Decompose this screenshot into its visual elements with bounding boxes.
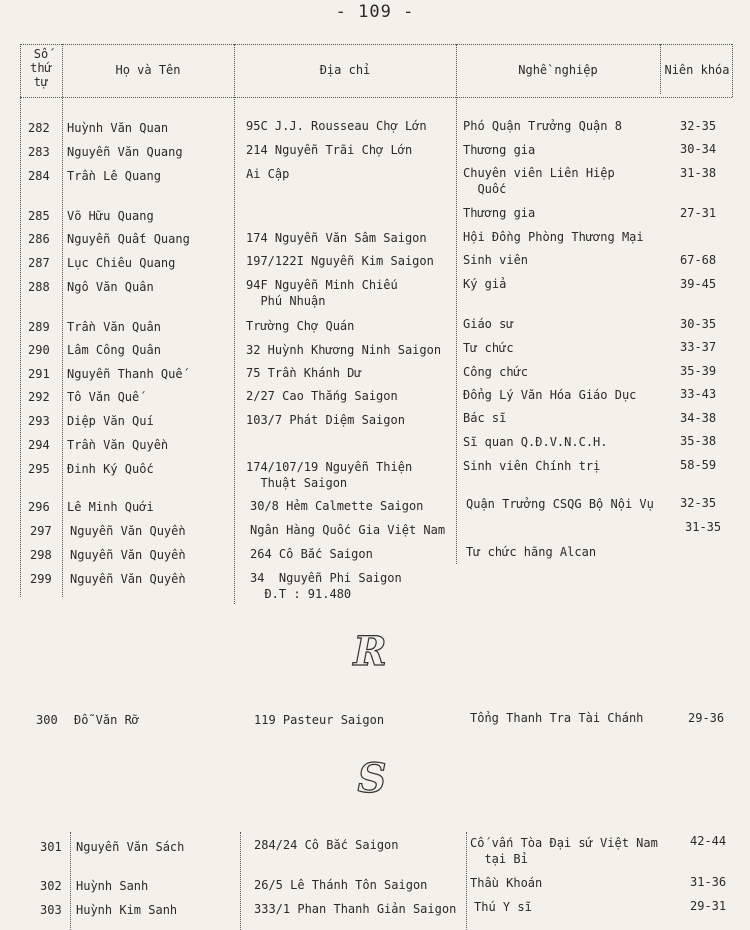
row-name: Huỳnh Kim Sanh — [76, 903, 178, 917]
row-address: 103/7 Phát Diệm Saigon — [246, 413, 405, 427]
row-name: Trần Lê Quang — [67, 169, 161, 183]
row-number: 286 — [28, 232, 50, 246]
row-number: 302 — [40, 879, 62, 893]
row-name: Nguyễn Văn Sách — [76, 840, 185, 854]
col-line-left — [20, 44, 21, 597]
col-line-1-s3 — [70, 832, 71, 930]
row-number: 298 — [30, 548, 52, 562]
row-occupation: Tư chức — [463, 341, 514, 355]
row-occupation: Thú Y sĩ — [474, 900, 532, 914]
row-occupation: Thương gia — [463, 206, 536, 220]
row-number: 291 — [28, 367, 50, 381]
col-line-3 — [456, 44, 457, 564]
row-occupation: Sĩ quan Q.Đ.V.N.C.H. — [463, 435, 608, 449]
row-name: Lê Minh Quới — [67, 500, 154, 514]
section-letter-s: S — [357, 755, 387, 802]
row-address: 30/8 Hẻm Calmette Saigon — [250, 499, 424, 513]
row-number: 294 — [28, 438, 50, 452]
row-name: Nguyễn Văn Quyền — [70, 572, 186, 586]
row-occupation: Sinh viên Chính trị — [463, 459, 601, 473]
row-name: Tô Văn Quế — [67, 390, 140, 404]
header-occupation: Nghề nghiệp — [518, 63, 598, 77]
row-address: 333/1 Phan Thanh Giản Saigon — [254, 902, 457, 916]
row-name: Trần Văn Quyền — [67, 438, 169, 452]
row-name: Lục Chiêu Quang — [67, 256, 176, 270]
row-name: Ngô Văn Quân — [67, 280, 154, 294]
row-name: Võ Hữu Quang — [67, 209, 154, 223]
row-address: 2/27 Cao Thắng Saigon — [246, 389, 398, 403]
row-years: 31-38 — [680, 166, 717, 180]
row-occupation: Cố vấn Tòa Đại sứ Việt Nam tại Bỉ — [470, 836, 658, 866]
row-occupation: Ký giả — [463, 277, 507, 291]
row-years: 34-38 — [680, 411, 717, 425]
row-number: 283 — [28, 145, 50, 159]
row-years: 67-68 — [680, 253, 717, 267]
header-class-year: Niên khóa — [664, 63, 730, 77]
row-name: Nguyễn Văn Quang — [67, 145, 183, 159]
row-number: 284 — [28, 169, 50, 183]
row-occupation: Công chức — [463, 365, 529, 379]
row-name: Nguyễn Quất Quang — [67, 232, 190, 246]
row-name: Trần Văn Quân — [67, 320, 161, 334]
row-address: Ngân Hàng Quốc Gia Việt Nam — [250, 523, 446, 537]
row-number: 289 — [28, 320, 50, 334]
row-number: 285 — [28, 209, 50, 223]
page-number: - 109 - — [335, 2, 415, 22]
row-address: Trường Chợ Quán — [246, 319, 355, 333]
row-occupation: Đổng Lý Văn Hóa Giáo Dục — [463, 388, 637, 402]
row-address: 174/107/19 Nguyễn Thiện Thuật Saigon — [246, 460, 413, 490]
row-name: Nguyễn Văn Quyền — [70, 524, 186, 538]
row-years: 33-43 — [680, 387, 717, 401]
row-number: 300 — [36, 713, 58, 727]
row-years: 30-35 — [680, 317, 717, 331]
row-years: 35-38 — [680, 434, 717, 448]
row-address: 214 Nguyễn Trãi Chợ Lớn — [246, 143, 413, 157]
row-address: 197/122I Nguyễn Kim Saigon — [246, 254, 434, 268]
row-occupation: Tổng Thanh Tra Tài Chánh — [470, 711, 644, 725]
row-years: 29-36 — [688, 711, 725, 725]
row-address: 34 Nguyễn Phi Saigon Đ.T : 91.480 — [250, 571, 402, 601]
row-years: 58-59 — [680, 458, 717, 472]
header-address: Địa chỉ — [319, 63, 371, 77]
row-occupation: Phó Quận Trưởng Quận 8 — [463, 119, 622, 133]
row-occupation: Sinh viên — [463, 253, 529, 267]
row-address: 94F Nguyễn Minh Chiếu Phú Nhuận — [246, 278, 398, 308]
row-name: Đinh Ký Quốc — [67, 462, 154, 476]
row-occupation: Chuyên viên Liên Hiệp Quốc — [463, 166, 615, 196]
col-line-2 — [234, 44, 235, 604]
row-number: 303 — [40, 903, 62, 917]
row-number: 299 — [30, 572, 52, 586]
header-bottom-line — [20, 97, 732, 98]
row-name: Huỳnh Sanh — [76, 879, 149, 893]
row-number: 290 — [28, 343, 50, 357]
row-years: 29-31 — [690, 899, 727, 913]
row-name: Nguyễn Thanh Quế — [67, 367, 183, 381]
row-occupation: Hội Đồng Phòng Thương Mại — [463, 230, 644, 244]
row-occupation: Bác sĩ — [463, 411, 507, 425]
row-occupation: Thương gia — [463, 143, 536, 157]
row-years: 32-35 — [680, 119, 717, 133]
row-address: 26/5 Lê Thánh Tôn Saigon — [254, 878, 428, 892]
row-number: 295 — [28, 462, 50, 476]
row-occupation: Thầu Khoán — [470, 876, 543, 890]
col-line-right — [732, 44, 733, 97]
row-address: 264 Cô Bắc Saigon — [250, 547, 373, 561]
table-top-line — [20, 44, 732, 45]
row-name: Đỗ Văn Rỡ — [74, 713, 140, 727]
row-address: 32 Huỳnh Khương Ninh Saigon — [246, 343, 442, 357]
row-name: Nguyễn Văn Quyền — [70, 548, 186, 562]
row-address: 119 Pasteur Saigon — [254, 713, 385, 727]
row-name: Diệp Văn Quí — [67, 414, 154, 428]
row-number: 292 — [28, 390, 50, 404]
row-name: Lâm Công Quân — [67, 343, 161, 357]
row-years: 31-35 — [685, 520, 722, 534]
row-years: 39-45 — [680, 277, 717, 291]
col-line-3-s3 — [466, 832, 467, 930]
row-number: 296 — [28, 500, 50, 514]
row-number: 301 — [40, 840, 62, 854]
row-address: 284/24 Cô Bắc Saigon — [254, 838, 399, 852]
header-number: Số thứ tự — [30, 47, 52, 89]
row-years: 27-31 — [680, 206, 717, 220]
row-years: 31-36 — [690, 875, 727, 889]
row-number: 297 — [30, 524, 52, 538]
row-years: 42-44 — [690, 834, 727, 848]
row-address: Ai Cập — [246, 167, 290, 181]
row-occupation: Quận Trưởng CSQG Bộ Nội Vụ — [466, 497, 654, 511]
row-years: 35-39 — [680, 364, 717, 378]
row-occupation: Tư chức hãng Alcan — [466, 545, 597, 559]
row-number: 287 — [28, 256, 50, 270]
row-address: 75 Trần Khánh Dư — [246, 366, 362, 380]
col-line-4 — [660, 44, 661, 94]
row-years: 30-34 — [680, 142, 717, 156]
section-letter-r: R — [353, 628, 387, 675]
header-name: Họ và Tên — [115, 63, 181, 77]
row-address: 95C J.J. Rousseau Chợ Lớn — [246, 119, 427, 133]
row-number: 293 — [28, 414, 50, 428]
row-number: 288 — [28, 280, 50, 294]
row-years: 32-35 — [680, 496, 717, 510]
col-line-1 — [62, 44, 63, 597]
row-name: Huỳnh Văn Quan — [67, 121, 169, 135]
row-number: 282 — [28, 121, 50, 135]
row-occupation: Giáo sư — [463, 317, 514, 331]
row-address: 174 Nguyễn Văn Sâm Saigon — [246, 231, 427, 245]
row-years: 33-37 — [680, 340, 717, 354]
col-line-2-s3 — [240, 832, 241, 930]
